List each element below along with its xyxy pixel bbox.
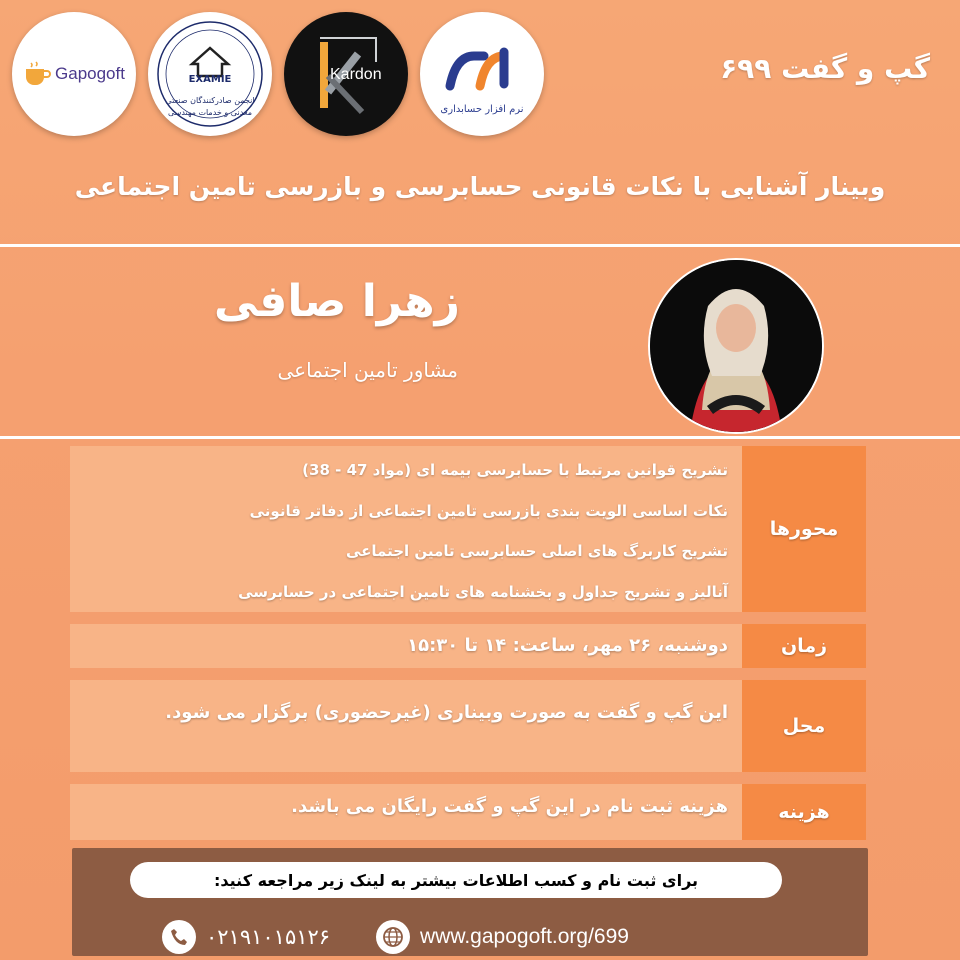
webinar-title: وبینار آشنایی با نکات قانونی حسابرسی و بازرسی تامین اجتماعی bbox=[74, 172, 886, 201]
divider-bottom bbox=[0, 436, 960, 439]
speaker-name: زهرا صافی bbox=[214, 276, 460, 327]
globe-icon bbox=[376, 920, 410, 954]
website-link[interactable] bbox=[376, 920, 629, 954]
topic-item: آنالیز و تشریح جداول و بخشنامه های تامین اجتماعی در حسابرسی bbox=[238, 583, 728, 601]
place-label: محل bbox=[742, 680, 866, 772]
kardon-text: Kardon bbox=[330, 66, 382, 83]
time-value: دوشنبه، ۲۶ مهر، ساعت: ۱۴ تا ۱۵:۳۰ bbox=[70, 624, 742, 668]
speaker-photo bbox=[648, 258, 824, 434]
speaker-portrait-icon bbox=[650, 260, 822, 432]
coffee-cup-icon bbox=[23, 61, 53, 87]
cost-label: هزینه bbox=[742, 784, 866, 840]
speaker-role: مشاور تامین اجتماعی bbox=[277, 358, 458, 382]
phone-icon bbox=[162, 920, 196, 954]
registration-footer bbox=[72, 848, 868, 956]
farda-caption: نرم افزار حسابداری bbox=[440, 104, 524, 115]
topic-item: نکات اساسی الویت بندی بازرسی تامین اجتماعی از دفاتر قانونی bbox=[249, 502, 728, 520]
series-title: گپ و گفت ۶۹۹ bbox=[720, 52, 930, 85]
kardon-logo bbox=[284, 12, 408, 136]
farda-logo bbox=[420, 12, 544, 136]
farda-mark-icon bbox=[420, 12, 544, 136]
place-value: این گپ و گفت به صورت وبیناری (غیرحضوری) برگزار می شود. bbox=[70, 680, 742, 772]
cost-value: هزینه ثبت نام در این گپ و گفت رایگان می باشد. bbox=[70, 784, 742, 840]
topics-label: محورها bbox=[742, 446, 866, 612]
topics-content bbox=[70, 446, 742, 612]
examie-caption-2: معدنی و خدمات مهندسی bbox=[167, 108, 253, 117]
examie-name: EXAMIE bbox=[188, 74, 232, 85]
examie-caption-1: انجمن صادرکنندگان صنعتی bbox=[165, 96, 255, 105]
time-label: زمان bbox=[742, 624, 866, 668]
phone-number: ۰۲۱۹۱۰۱۵۱۲۶ bbox=[206, 925, 331, 949]
topic-item: تشریح قوانین مرتبط با حسابرسی بیمه ای (مواد 47 - 38) bbox=[302, 461, 728, 479]
divider-top bbox=[0, 244, 960, 247]
gapogoft-logo-text: Gapogoft bbox=[55, 64, 125, 83]
registration-text: برای ثبت نام و کسب اطلاعات بیشتر به لینک زیر مراجعه کنید: bbox=[130, 862, 782, 898]
topic-item: تشریح کاربرگ های اصلی حسابرسی تامین اجتماعی bbox=[346, 542, 728, 560]
website-url: www.gapogoft.org/699 bbox=[420, 925, 629, 948]
gapogoft-logo bbox=[12, 12, 136, 136]
phone-contact[interactable] bbox=[162, 920, 330, 954]
examie-logo bbox=[148, 12, 272, 136]
